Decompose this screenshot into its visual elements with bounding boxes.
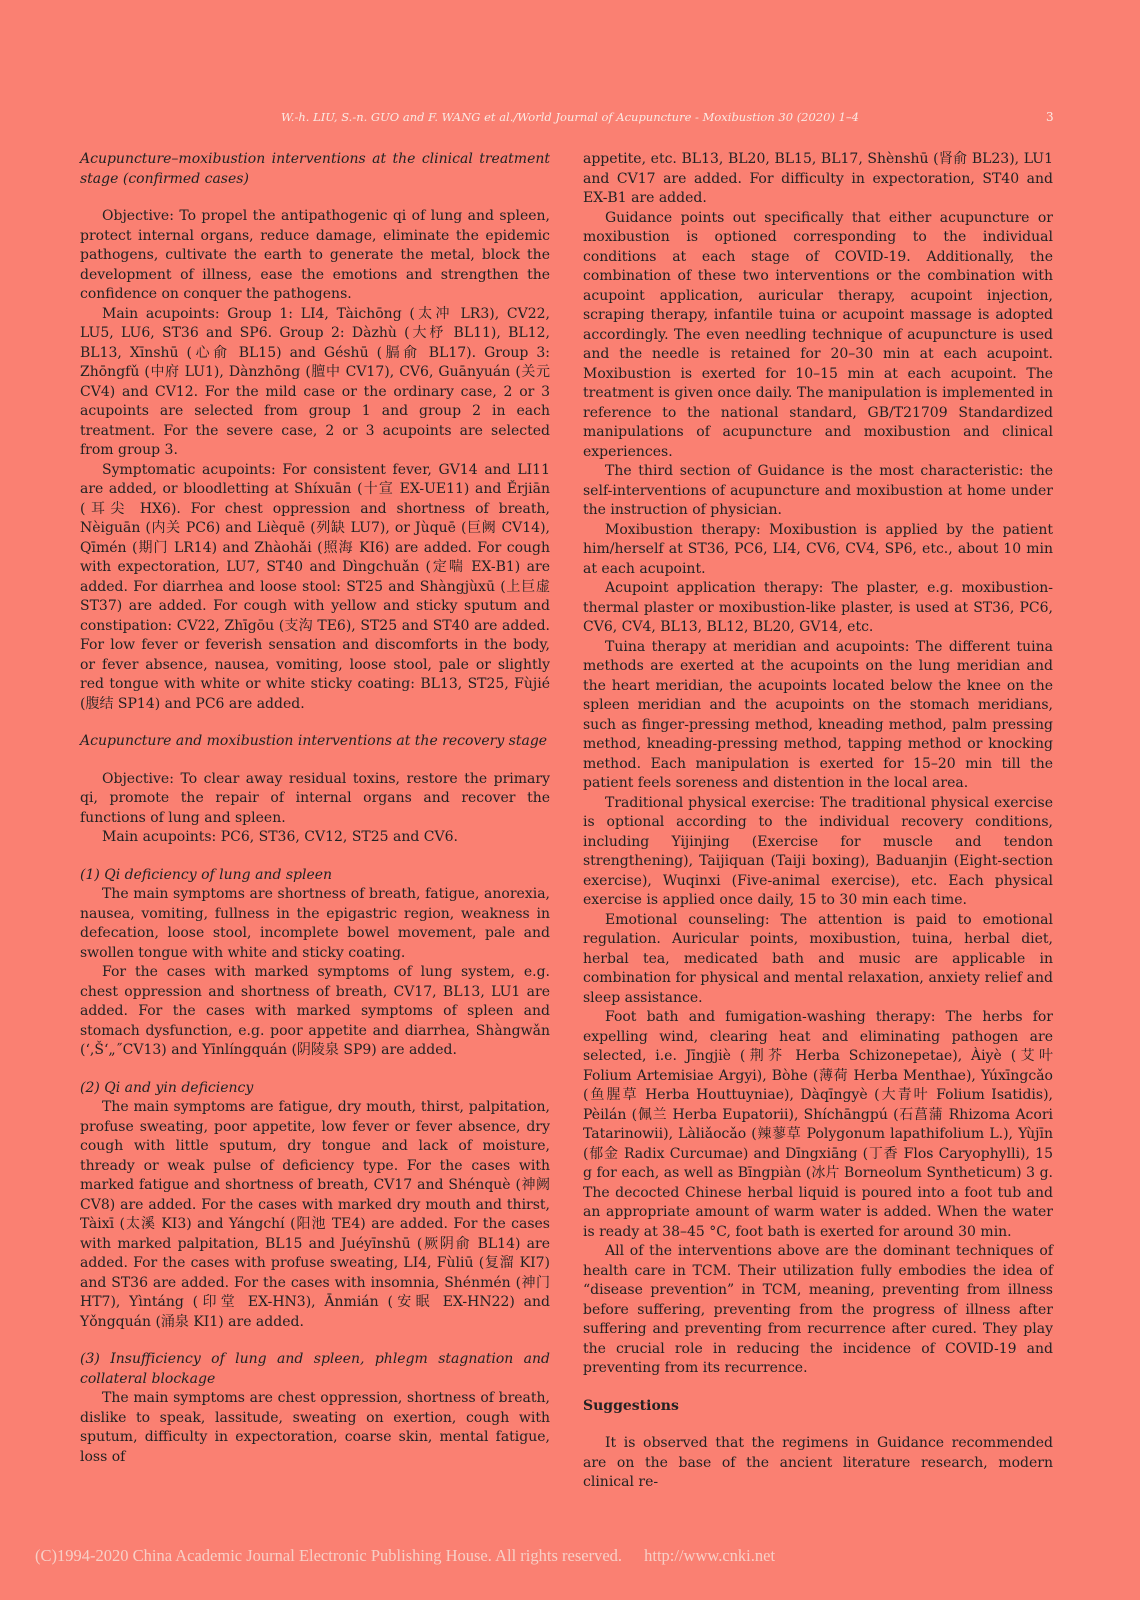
section-title-suggestions: Suggestions <box>583 1397 679 1414</box>
paragraph: For the cases with marked symptoms of lung system, e.g. chest oppression and shortness of breath, CV17, BL13, LU1 are added. For the cases with marked symptoms of spleen and stomach dysfunction, e.g. poor appetite and diarrhea, Shàngwǎn (‘,Š‘„˝CV13) and Yīnlíngquán (阴陵泉 SP9) are added. <box>80 964 550 1058</box>
paragraph: Foot bath and fumigation-washing therapy: The herbs for expelling wind, clearing heat and eliminating pathogen are selected, i.e. Jīngjiè (荆芥 Herba Schizonepetae), Àiyè (艾叶 Folium Artemisiae Argyi), Bòhe (薄荷 Herba Menthae), Yúxīngcǎo (鱼腥草 Herba Houttuyniae), Dàqīngyè (大青叶 Folium Isatidis), Pèilán (佩兰 Herba Eupatorii), Shíchāngpú (石菖蒲 Rhizoma Acori Tatarinowii), Làliǎocǎo (辣蓼草 Polygonum lapathifolium L.), Yùjīn (郁金 Radix Curcumae) and Dīngxiāng (丁香 Flos Caryophylli), 15 g for each, as well as Bīngpiàn (冰片 Borneolum Syntheticum) 3 g. The decocted Chinese herbal liquid is poured into a foot tub and an appropriate amount of warm water is added. When the water is ready at 38–45 °C, foot bath is exerted for around 30 min. <box>583 1009 1053 1240</box>
subsection-title: (1) Qi deficiency of lung and spleen <box>80 866 333 883</box>
paragraph: Tuina therapy at meridian and acupoints: The different tuina methods are exerted at the acupoints on the lung meridian and the heart meridian, the acupoints located below the knee on the spleen meridian and the acupoints on the stomach meridians, such as finger-pressing method, kneading method, palm pressing method, kneading-pressing method, tapping method or knocking method. Each manipulation is exerted for 15–20 min till the patient feels soreness and distention in the local area. <box>583 638 1053 791</box>
paragraph: The main symptoms are shortness of breath, fatigue, anorexia, nausea, vomiting, fullness in the epigastric region, weakness in defecation, loose stool, incomplete bowel movement, pale and swollen tongue with white and sticky coating. <box>80 886 550 961</box>
copyright-footer <box>35 1546 1135 1566</box>
running-header: W.-h. LIU, S.-n. GUO and F. WANG et al./World Journal of Acupuncture - Moxibustion 30 (2020) 1–4 <box>281 110 859 124</box>
paragraph: It is observed that the regimens in Guidance recommended are on the base of the ancient literature research, modern clinical re- <box>583 1435 1053 1490</box>
paragraph: Moxibustion therapy: Moxibustion is applied by the patient him/herself at ST36, PC6, LI4, CV6, CV4, SP6, etc., about 10 min at each acupoint. <box>583 521 1053 577</box>
paragraph: Main acupoints: PC6, ST36, CV12, ST25 and CV6. <box>102 829 458 845</box>
subsection-title: (3) Insufficiency of lung and spleen, phlegm stagnation and collateral blockage <box>80 1351 550 1387</box>
paragraph: Emotional counseling: The attention is paid to emotional regulation. Auricular points, moxibustion, tuina, herbal diet, herbal tea, medicated bath and music are applicable in combination for physical and mental relaxation, anxiety relief and sleep assistance. <box>583 911 1053 1006</box>
paragraph: Objective: To clear away residual toxins, restore the primary qi, promote the repair of internal organs and recover the functions of lung and spleen. <box>80 770 550 826</box>
paragraph: appetite, etc. BL13, BL20, BL15, BL17, Shènshū (肾俞 BL23), LU1 and CV17 are added. For difficulty in expectoration, ST40 and EX-B1 are added. <box>583 151 1053 206</box>
paragraph: Traditional physical exercise: The traditional physical exercise is optional according to the individual recovery conditions, including Yijinjing (Exercise for muscle and tendon strengthening), Taijiquan (Taiji boxing), Baduanjin (Eight-section exercise), Wuqinxi (Five-animal exercise), etc. Each physical exercise is applied once daily, 15 to 30 min each time. <box>583 794 1053 908</box>
subsection-title: (2) Qi and yin deficiency <box>80 1079 254 1096</box>
paragraph: All of the interventions above are the dominant techniques of health care in TCM. Their utilization fully embodies the idea of “disease prevention” in TCM, meaning, preventing from illness before suffering, preventing from the progress of illness after suffering and preventing from recurrence after cured. They play the crucial role in reducing the incidence of COVID-19 and preventing from its recurrence. <box>583 1243 1053 1376</box>
paragraph: The main symptoms are chest oppression, shortness of breath, dislike to speak, lassitude, sweating on exertion, cough with sputum, difficulty in expectoration, coarse skin, mental fatigue, loss of <box>80 1390 550 1465</box>
section-title-recovery-stage: Acupuncture and moxibustion interventions at the recovery stage <box>80 733 548 749</box>
paragraph: Objective: To propel the antipathogenic qi of lung and spleen, protect internal organs, reduce damage, eliminate the epidemic pathogens, cultivate the earth to generate the metal, block the development of illness, ease the emotions and strengthen the confidence on conquer the pathogens. <box>80 208 550 302</box>
paragraph: Main acupoints: Group 1: LI4, Tàichōng (太冲 LR3), CV22, LU5, LU6, ST36 and SP6. Group 2: Dàzhù (大杼 BL11), BL12, BL13, Xīnshū (心俞 BL15) and Géshū (膈俞 BL17). Group 3: Zhōngfǔ (中府 LU1), Dànzhōng (膻中 CV17), CV6, Guānyuán (关元 CV4) and CV12. For the mild case or the ordinary case, 2 or 3 acupoints are selected from group 1 and group 2 in each treatment. For the severe case, 2 or 3 acupoints are selected from group 3. <box>80 305 550 458</box>
paragraph: Symptomatic acupoints: For consistent fever, GV14 and LI11 are added, or bloodletting at Shíxuān (十宣 EX-UE11) and Ěrjiān (耳尖 HX6). For chest oppression and shortness of breath, Nèiguān (内关 PC6) and Lièquē (列缺 LU7), or Jùquē (巨阙 CV14), Qīmén (期门 LR14) and Zhàohǎi (照海 KI6) are added. For cough with expectoration, LU7, ST40 and Dìngchuǎn (定喘 EX-B1) are added. For diarrhea and loose stool: ST25 and Shàngjùxū (上巨虚 ST37) are added. For cough with yellow and sticky sputum and constipation: CV22, Zhīgōu (支沟 TE6), ST25 and ST40 are added. For low fever or feverish sensation and discomforts in the body, or fever absence, nausea, vomiting, loose stool, pale or slightly red tongue with white or white sticky coating: BL13, ST25, Fùjié (腹结 SP14) and PC6 are added. <box>80 461 550 712</box>
copyright-text: (C)1994-2020 China Academic Journal Electronic Publishing House. All rights reserved. <box>35 1546 623 1565</box>
left-column <box>80 150 550 1467</box>
right-column <box>583 150 1053 1493</box>
paragraph: Acupoint application therapy: The plaster, e.g. moxibustion-thermal plaster or moxibustion-like plaster, is used at ST36, PC6, CV6, CV4, BL13, BL12, BL20, GV14, etc. <box>583 580 1053 635</box>
section-title-treatment-stage: Acupuncture–moxibustion interventions at the clinical treatment stage (confirmed cases) <box>80 151 550 187</box>
paragraph: Guidance points out specifically that either acupuncture or moxibustion is optioned corresponding to the individual conditions at each stage of COVID-19. Additionally, the combination of these two interventions or the combination with acupoint application, auricular therapy, acupoint injection, scraping therapy, infantile tuina or acupoint massage is adopted accordingly. The even needling technique of acupuncture is used and the needle is retained for 20–30 min at each acupoint. Moxibustion is exerted for 10–15 min at each acupoint. The treatment is given once daily. The manipulation is implemented in reference to the national standard, GB/T21709 Standardized manipulations of acupuncture and moxibustion and clinical experiences. <box>583 209 1053 460</box>
footer-url: http://www.cnki.net <box>644 1546 776 1565</box>
paragraph: The main symptoms are fatigue, dry mouth, thirst, palpitation, profuse sweating, poor appetite, low fever or fever absence, dry cough with little sputum, dry tongue and lack of moisture, thready or weak pulse of deficiency type. For the cases with marked fatigue and shortness of breath, CV17 and Shénquè (神阙 CV8) are added. For the cases with marked dry mouth and thirst, Tàixī (太溪 KI3) and Yángchí (阳池 TE4) are added. For the cases with marked palpitation, BL15 and Juéyīnshū (厥阴俞 BL14) are added. For the cases with profuse sweating, LI4, Fùliū (复溜 KI7) and ST36 are added. For the cases with insomnia, Shénmén (神门 HT7), Yìntáng (印堂 EX-HN3), Ānmián (安眠 EX-HN22) and Yǒngquán (涌泉 KI1) are added. <box>80 1099 550 1330</box>
paragraph: The third section of Guidance is the most characteristic: the self-interventions of acupuncture and moxibustion at home under the instruction of physician. <box>583 463 1053 518</box>
page-number: 3 <box>1046 110 1054 124</box>
